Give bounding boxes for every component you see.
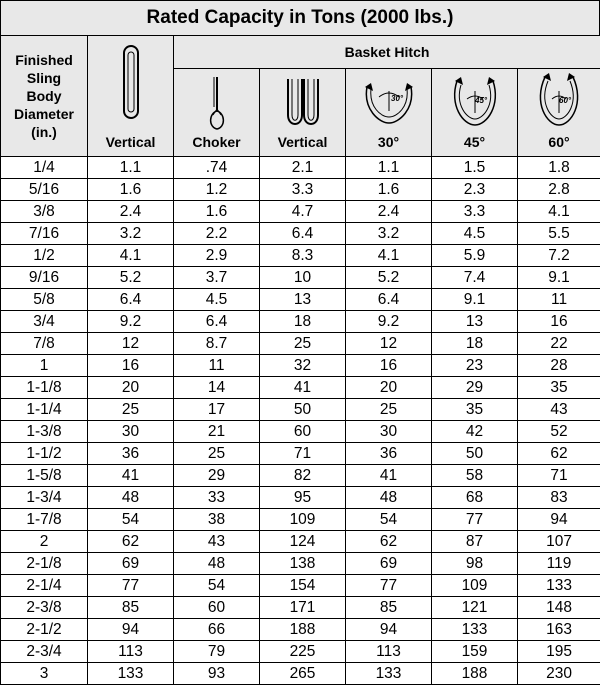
- table-row: [1, 553, 600, 575]
- cell-basket-vertical: 10: [260, 267, 346, 289]
- cell-basket-60: 7.2: [518, 245, 600, 267]
- choker-header-label: Choker: [192, 134, 241, 150]
- cell-basket-30: 9.2: [346, 311, 432, 333]
- cell-basket-45: 1.5: [432, 157, 518, 179]
- cell-choker: 43: [174, 531, 260, 553]
- table-row: [1, 487, 600, 509]
- cell-basket-30: 133: [346, 663, 432, 685]
- cell-basket-30: 6.4: [346, 289, 432, 311]
- cell-basket-30: 4.1: [346, 245, 432, 267]
- basket-hitch-header: Basket Hitch: [174, 36, 600, 69]
- cell-diameter: 1/4: [1, 157, 88, 179]
- diameter-header-line: Body: [26, 88, 62, 104]
- cell-diameter: 1-7/8: [1, 509, 88, 531]
- cell-basket-vertical: 95: [260, 487, 346, 509]
- cell-choker: 60: [174, 597, 260, 619]
- cell-diameter: 1-3/4: [1, 487, 88, 509]
- cell-diameter: 7/16: [1, 223, 88, 245]
- cell-diameter: 5/8: [1, 289, 88, 311]
- cell-basket-30: 77: [346, 575, 432, 597]
- cell-basket-45: 9.1: [432, 289, 518, 311]
- cell-basket-45: 42: [432, 421, 518, 443]
- cell-basket-60: 163: [518, 619, 600, 641]
- cell-diameter: 1-3/8: [1, 421, 88, 443]
- capacity-table-body: [1, 157, 600, 685]
- cell-basket-45: 133: [432, 619, 518, 641]
- cell-basket-vertical: 6.4: [260, 223, 346, 245]
- cell-diameter: 2: [1, 531, 88, 553]
- cell-basket-vertical: 3.3: [260, 179, 346, 201]
- table-row: [1, 377, 600, 399]
- cell-choker: 6.4: [174, 311, 260, 333]
- cell-vertical: 1.1: [88, 157, 174, 179]
- table-row: [1, 355, 600, 377]
- table-row: [1, 179, 600, 201]
- cell-vertical: 25: [88, 399, 174, 421]
- cell-basket-vertical: 71: [260, 443, 346, 465]
- cell-basket-45: 77: [432, 509, 518, 531]
- cell-vertical: 133: [88, 663, 174, 685]
- cell-choker: 66: [174, 619, 260, 641]
- cell-choker: 38: [174, 509, 260, 531]
- cell-vertical: 2.4: [88, 201, 174, 223]
- cell-basket-60: 119: [518, 553, 600, 575]
- table-row: [1, 663, 600, 685]
- cell-choker: 1.2: [174, 179, 260, 201]
- cell-basket-vertical: 18: [260, 311, 346, 333]
- cell-basket-vertical: 60: [260, 421, 346, 443]
- cell-basket-45: 13: [432, 311, 518, 333]
- cell-choker: 25: [174, 443, 260, 465]
- cell-basket-vertical: 13: [260, 289, 346, 311]
- cell-vertical: 113: [88, 641, 174, 663]
- cell-basket-45: 4.5: [432, 223, 518, 245]
- cell-basket-45: 7.4: [432, 267, 518, 289]
- cell-diameter: 2-1/8: [1, 553, 88, 575]
- basket-45-icon-text: 45°: [474, 96, 487, 106]
- cell-basket-vertical: 138: [260, 553, 346, 575]
- cell-choker: 2.9: [174, 245, 260, 267]
- cell-basket-45: 188: [432, 663, 518, 685]
- table-row: [1, 619, 600, 641]
- basket-45-header-label: 45°: [463, 134, 486, 150]
- cell-basket-vertical: 109: [260, 509, 346, 531]
- table-row: [1, 465, 600, 487]
- cell-basket-60: 62: [518, 443, 600, 465]
- cell-basket-30: 5.2: [346, 267, 432, 289]
- cell-basket-30: 41: [346, 465, 432, 487]
- cell-basket-60: 22: [518, 333, 600, 355]
- table-row: [1, 399, 600, 421]
- cell-diameter: 3/8: [1, 201, 88, 223]
- basket-60-header-label: 60°: [548, 134, 570, 150]
- cell-diameter: 3/4: [1, 311, 88, 333]
- cell-basket-45: 98: [432, 553, 518, 575]
- table-row: [1, 333, 600, 355]
- basket-60-icon-text: 60°: [559, 96, 572, 106]
- table-row: [1, 223, 600, 245]
- cell-basket-60: 148: [518, 597, 600, 619]
- cell-vertical: 4.1: [88, 245, 174, 267]
- cell-basket-60: 230: [518, 663, 600, 685]
- table-row: [1, 597, 600, 619]
- cell-choker: 17: [174, 399, 260, 421]
- table-row: [1, 421, 600, 443]
- cell-basket-45: 18: [432, 333, 518, 355]
- cell-vertical: 20: [88, 377, 174, 399]
- table-row: [1, 245, 600, 267]
- cell-diameter: 1-1/8: [1, 377, 88, 399]
- table-row: [1, 157, 600, 179]
- cell-basket-60: 83: [518, 487, 600, 509]
- cell-vertical: 85: [88, 597, 174, 619]
- diameter-header: [1, 36, 88, 157]
- cell-basket-60: 107: [518, 531, 600, 553]
- cell-vertical: 9.2: [88, 311, 174, 333]
- cell-basket-45: 159: [432, 641, 518, 663]
- capacity-table: [0, 35, 600, 685]
- diameter-header-line: Finished: [15, 52, 73, 68]
- cell-diameter: 1-1/2: [1, 443, 88, 465]
- cell-choker: 93: [174, 663, 260, 685]
- cell-basket-30: 69: [346, 553, 432, 575]
- cell-choker: 2.2: [174, 223, 260, 245]
- table-row: [1, 575, 600, 597]
- cell-vertical: 62: [88, 531, 174, 553]
- cell-basket-vertical: 225: [260, 641, 346, 663]
- vertical-header: [88, 36, 174, 157]
- cell-basket-60: 94: [518, 509, 600, 531]
- cell-basket-60: 2.8: [518, 179, 600, 201]
- cell-basket-45: 35: [432, 399, 518, 421]
- cell-basket-vertical: 50: [260, 399, 346, 421]
- cell-diameter: 1: [1, 355, 88, 377]
- basket-vertical-header-label: Vertical: [277, 134, 328, 150]
- diameter-header-line: Diameter: [14, 106, 74, 122]
- cell-basket-30: 48: [346, 487, 432, 509]
- vertical-sling-icon: [121, 44, 141, 120]
- diameter-header-line: (in.): [31, 124, 57, 140]
- cell-basket-30: 62: [346, 531, 432, 553]
- cell-vertical: 48: [88, 487, 174, 509]
- cell-diameter: 7/8: [1, 333, 88, 355]
- basket-30-header-label: 30°: [377, 134, 400, 150]
- cell-basket-60: 9.1: [518, 267, 600, 289]
- basket-30-icon: [361, 77, 417, 127]
- cell-basket-45: 3.3: [432, 201, 518, 223]
- cell-diameter: 1/2: [1, 245, 88, 267]
- cell-vertical: 3.2: [88, 223, 174, 245]
- cell-choker: 14: [174, 377, 260, 399]
- cell-basket-vertical: 41: [260, 377, 346, 399]
- cell-basket-30: 1.6: [346, 179, 432, 201]
- cell-basket-vertical: 4.7: [260, 201, 346, 223]
- cell-choker: 8.7: [174, 333, 260, 355]
- cell-basket-30: 12: [346, 333, 432, 355]
- cell-choker: 29: [174, 465, 260, 487]
- cell-basket-30: 36: [346, 443, 432, 465]
- cell-diameter: 1-5/8: [1, 465, 88, 487]
- cell-choker: 48: [174, 553, 260, 575]
- cell-basket-60: 1.8: [518, 157, 600, 179]
- cell-choker: 11: [174, 355, 260, 377]
- cell-vertical: 12: [88, 333, 174, 355]
- cell-vertical: 6.4: [88, 289, 174, 311]
- cell-basket-45: 50: [432, 443, 518, 465]
- basket-vertical-header: [260, 69, 346, 157]
- cell-vertical: 30: [88, 421, 174, 443]
- cell-basket-60: 43: [518, 399, 600, 421]
- cell-basket-45: 2.3: [432, 179, 518, 201]
- basket-60-icon: [531, 73, 587, 129]
- cell-vertical: 1.6: [88, 179, 174, 201]
- cell-choker: 4.5: [174, 289, 260, 311]
- cell-basket-60: 11: [518, 289, 600, 311]
- cell-basket-30: 94: [346, 619, 432, 641]
- cell-choker: 3.7: [174, 267, 260, 289]
- basket-30-icon-text: 30°: [390, 94, 403, 104]
- cell-basket-vertical: 25: [260, 333, 346, 355]
- cell-basket-vertical: 124: [260, 531, 346, 553]
- cell-diameter: 5/16: [1, 179, 88, 201]
- cell-basket-60: 195: [518, 641, 600, 663]
- cell-basket-45: 5.9: [432, 245, 518, 267]
- table-row: [1, 509, 600, 531]
- basket-45-icon: [447, 75, 503, 129]
- cell-basket-60: 16: [518, 311, 600, 333]
- cell-basket-vertical: 8.3: [260, 245, 346, 267]
- table-row: [1, 289, 600, 311]
- cell-basket-45: 29: [432, 377, 518, 399]
- basket-45-header: [432, 69, 518, 157]
- table-row: [1, 201, 600, 223]
- cell-basket-30: 85: [346, 597, 432, 619]
- cell-basket-60: 71: [518, 465, 600, 487]
- cell-basket-30: 1.1: [346, 157, 432, 179]
- cell-basket-45: 121: [432, 597, 518, 619]
- cell-diameter: 2-3/8: [1, 597, 88, 619]
- cell-basket-30: 54: [346, 509, 432, 531]
- cell-choker: .74: [174, 157, 260, 179]
- vertical-header-label: Vertical: [105, 134, 156, 150]
- cell-basket-60: 5.5: [518, 223, 600, 245]
- table-row: [1, 641, 600, 663]
- cell-basket-vertical: 32: [260, 355, 346, 377]
- cell-diameter: 2-1/2: [1, 619, 88, 641]
- cell-basket-60: 133: [518, 575, 600, 597]
- cell-choker: 54: [174, 575, 260, 597]
- cell-vertical: 54: [88, 509, 174, 531]
- cell-vertical: 94: [88, 619, 174, 641]
- cell-basket-30: 113: [346, 641, 432, 663]
- cell-vertical: 77: [88, 575, 174, 597]
- cell-basket-30: 16: [346, 355, 432, 377]
- cell-basket-30: 3.2: [346, 223, 432, 245]
- cell-basket-45: 23: [432, 355, 518, 377]
- cell-choker: 21: [174, 421, 260, 443]
- cell-basket-45: 68: [432, 487, 518, 509]
- cell-choker: 1.6: [174, 201, 260, 223]
- cell-basket-45: 109: [432, 575, 518, 597]
- table-row: [1, 311, 600, 333]
- cell-diameter: 1-1/4: [1, 399, 88, 421]
- basket-vertical-icon: [283, 75, 323, 129]
- table-row: [1, 267, 600, 289]
- table-row: [1, 531, 600, 553]
- cell-choker: 33: [174, 487, 260, 509]
- cell-basket-60: 52: [518, 421, 600, 443]
- cell-vertical: 41: [88, 465, 174, 487]
- cell-vertical: 5.2: [88, 267, 174, 289]
- cell-basket-vertical: 265: [260, 663, 346, 685]
- cell-basket-60: 35: [518, 377, 600, 399]
- table-row: [1, 443, 600, 465]
- cell-basket-30: 2.4: [346, 201, 432, 223]
- cell-choker: 79: [174, 641, 260, 663]
- cell-basket-vertical: 2.1: [260, 157, 346, 179]
- cell-diameter: 2-1/4: [1, 575, 88, 597]
- cell-diameter: 2-3/4: [1, 641, 88, 663]
- cell-basket-vertical: 154: [260, 575, 346, 597]
- cell-basket-vertical: 82: [260, 465, 346, 487]
- cell-basket-45: 58: [432, 465, 518, 487]
- cell-vertical: 36: [88, 443, 174, 465]
- cell-basket-60: 4.1: [518, 201, 600, 223]
- cell-basket-vertical: 171: [260, 597, 346, 619]
- cell-vertical: 16: [88, 355, 174, 377]
- cell-vertical: 69: [88, 553, 174, 575]
- chart-title: Rated Capacity in Tons (2000 lbs.): [0, 0, 600, 35]
- cell-basket-60: 28: [518, 355, 600, 377]
- cell-basket-vertical: 188: [260, 619, 346, 641]
- cell-basket-30: 20: [346, 377, 432, 399]
- basket-30-header: [346, 69, 432, 157]
- cell-basket-30: 30: [346, 421, 432, 443]
- cell-basket-45: 87: [432, 531, 518, 553]
- basket-60-header: [518, 69, 600, 157]
- cell-basket-30: 25: [346, 399, 432, 421]
- cell-diameter: 3: [1, 663, 88, 685]
- diameter-header-line: Sling: [26, 70, 62, 86]
- choker-header: [174, 69, 260, 157]
- cell-diameter: 9/16: [1, 267, 88, 289]
- choker-hitch-icon: [205, 75, 229, 133]
